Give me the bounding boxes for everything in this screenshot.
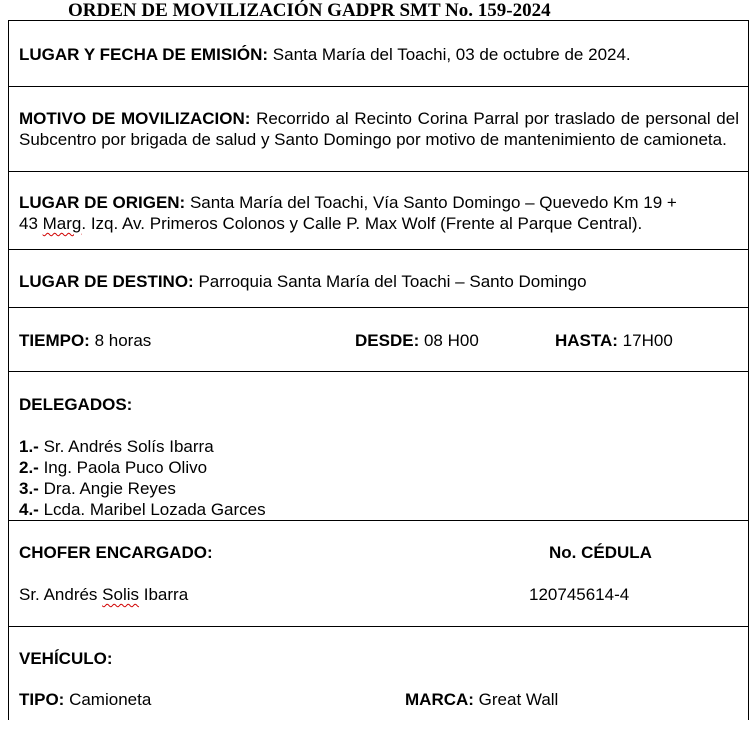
motivo-paragraph	[19, 108, 739, 150]
delegado-name: Sr. Andrés Solís Ibarra	[38, 437, 214, 456]
hasta-field	[555, 330, 673, 351]
tipo-value: Camioneta	[64, 690, 152, 709]
row-chofer	[9, 521, 748, 627]
tiempo-field	[19, 330, 151, 351]
row-tiempo	[9, 308, 748, 372]
row-motivo	[9, 87, 748, 172]
tipo-field	[19, 689, 151, 710]
hasta-label: HASTA:	[555, 331, 618, 350]
origen-label: LUGAR DE ORIGEN:	[19, 193, 186, 212]
row-destino	[9, 250, 748, 308]
origen-line-1	[19, 192, 739, 213]
tiempo-value: 8 horas	[89, 331, 152, 350]
marca-label: MARCA:	[405, 690, 474, 709]
spellcheck-word: Marg	[42, 214, 82, 233]
delegado-item	[19, 436, 214, 457]
emision-value: Santa María del Toachi, 03 de octubre de 2024.	[268, 45, 631, 64]
delegado-number: 1.-	[19, 437, 39, 456]
chofer-name-a: Sr. Andrés	[19, 585, 103, 604]
emision-label: LUGAR Y FECHA DE EMISIÓN:	[19, 45, 269, 64]
marca-field	[405, 689, 558, 710]
cedula-value: 120745614-4	[529, 585, 630, 604]
destino-line	[19, 271, 587, 292]
delegado-number: 4.-	[19, 500, 39, 519]
row-delegados	[9, 372, 748, 521]
spellcheck-word: Solis	[102, 585, 140, 604]
delegado-item	[19, 499, 266, 520]
row-emision	[9, 21, 748, 87]
delegado-name: Lcda. Maribel Lozada Garces	[38, 500, 266, 519]
delegado-name: Ing. Paola Puco Olivo	[38, 458, 208, 477]
row-vehiculo	[9, 627, 748, 747]
tiempo-label: TIEMPO:	[19, 331, 90, 350]
chofer-name-b: Ibarra	[139, 585, 189, 604]
delegados-label: DELEGADOS:	[19, 395, 133, 414]
cedula-label: No. CÉDULA	[549, 543, 652, 562]
document-title: ORDEN DE MOVILIZACIÓN GADPR SMT No. 159-2024	[68, 0, 551, 21]
desde-value: 08 H00	[419, 331, 479, 350]
delegado-name: Dra. Angie Reyes	[38, 479, 176, 498]
motivo-label: MOTIVO DE MOVILIZACION:	[19, 109, 251, 128]
chofer-name	[19, 584, 188, 605]
destino-label: LUGAR DE DESTINO:	[19, 272, 194, 291]
hasta-value: 17H00	[617, 331, 673, 350]
desde-label: DESDE:	[355, 331, 420, 350]
delegado-item	[19, 478, 176, 499]
delegado-number: 2.-	[19, 458, 39, 477]
origen-value-1: Santa María del Toachi, Vía Santo Domingo – Quevedo Km 19 +	[185, 193, 677, 212]
chofer-label: CHOFER ENCARGADO:	[19, 543, 213, 562]
marca-value: Great Wall	[473, 690, 559, 709]
emision-line	[19, 44, 631, 65]
tipo-label: TIPO:	[19, 690, 65, 709]
mobilization-order-table	[8, 20, 749, 720]
origen-value-2b: . Izq. Av. Primeros Colonos y Calle P. Max Wolf (Frente al Parque Central).	[81, 214, 643, 233]
vehiculo-label: VEHÍCULO:	[19, 649, 113, 668]
destino-value: Parroquia Santa María del Toachi – Santo Domingo	[193, 272, 587, 291]
origen-value-2a: 43	[19, 214, 43, 233]
motivo-value: Recorrido al Recinto Corina Parral por traslado de personal del Subcentro por brigada de salud y Santo Domingo por motivo de mantenimiento de camioneta.	[19, 109, 739, 149]
delegado-number: 3.-	[19, 479, 39, 498]
delegado-item	[19, 457, 207, 478]
row-origen	[9, 172, 748, 250]
origen-line-2	[19, 213, 642, 234]
desde-field	[355, 330, 479, 351]
